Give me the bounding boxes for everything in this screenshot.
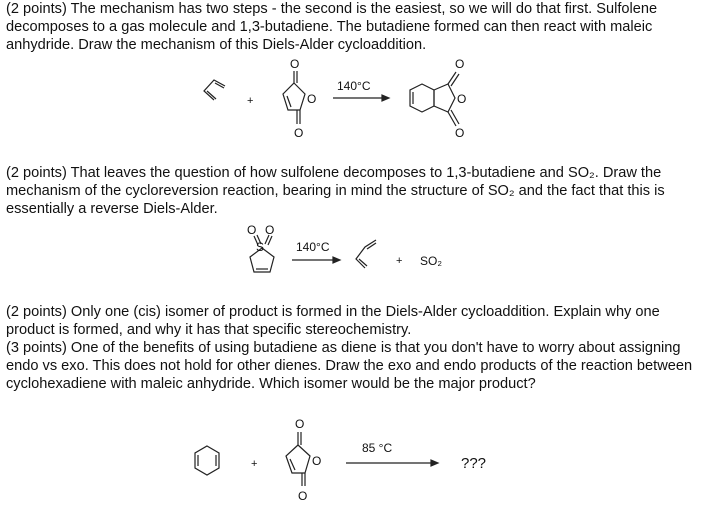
question-3b-paragraph: (3 points) One of the benefits of using butadiene as diene is that you don't have to worry about assigning endo vs exo. This does not hold for other dienes. Draw the exo and endo products of the reaction between cyclohexadiene with maleic anhydride. Which isomer would be the major product? xyxy=(6,340,693,392)
plus-sign: + xyxy=(396,255,403,267)
question-2-paragraph: (2 points) That leaves the question of how sulfolene decomposes to 1,3-butadiene and SO₂. Draw the mechanism of the cycloreversion reaction, bearing in mind the structure of SO₂ and the fact that this is essentially a reverse Diels-Alder. xyxy=(6,165,665,217)
oxygen-label: O xyxy=(312,454,322,468)
oxygen-label: O xyxy=(294,126,304,140)
oxygen-label: O xyxy=(307,92,317,106)
question-1-paragraph: (2 points) The mechanism has two steps - the second is the easiest, so we will do that first. Sulfolene decomposes to a gas molecule and 1,3-butadiene. The butadiene formed can then react with maleic anhydride. Draw the mechanism of this Diels-Alder cycloaddition. xyxy=(6,1,658,53)
reaction-condition: 140°C xyxy=(296,240,330,254)
plus-sign: + xyxy=(251,458,258,470)
oxygen-label: O xyxy=(457,92,467,106)
reaction-condition: 85 °C xyxy=(362,441,393,455)
oxygen-label: O xyxy=(290,57,300,71)
maleic-anhydride-structure xyxy=(286,432,310,486)
sulfur-label: S xyxy=(256,240,265,254)
cyclohexadiene-structure xyxy=(195,446,219,475)
oxygen-label: O xyxy=(455,57,465,71)
oxygen-label: O xyxy=(455,126,465,140)
oxygen-label: O xyxy=(247,223,257,237)
reaction-condition: 140°C xyxy=(337,79,371,93)
question-3a-paragraph: (2 points) Only one (cis) isomer of product is formed in the Diels-Alder cycloaddition. Explain why one product is formed, and why it has that specific stereochemistry. xyxy=(6,304,660,338)
unknown-product: ??? xyxy=(461,455,487,472)
so2-product: SO₂ xyxy=(420,254,442,268)
oxygen-label: O xyxy=(298,489,308,503)
plus-sign: + xyxy=(247,95,254,107)
oxygen-label: O xyxy=(295,417,305,431)
oxygen-label: O xyxy=(265,223,275,237)
